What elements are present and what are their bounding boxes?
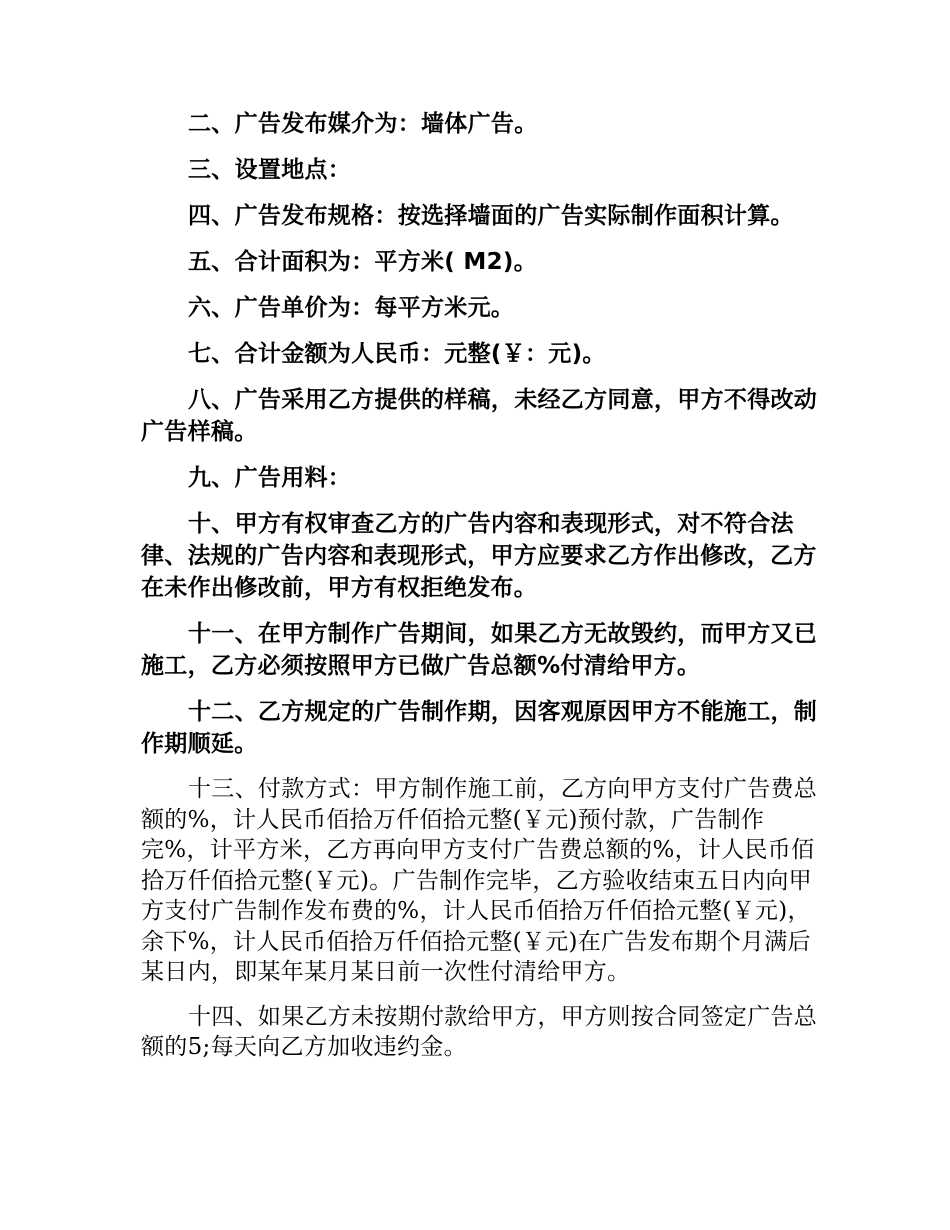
clause-7: 七、合计金额为人民币：元整(￥：元)。 <box>188 341 606 367</box>
clause-10: 十、甲方有权审查乙方的广告内容和表现形式，对不符合法律、法规的广告内容和表现形式，甲方应要求乙方作出修改，乙方在未作出修改前，甲方有权拒绝发布。 <box>141 511 817 601</box>
clause-8: 八、广告采用乙方提供的样稿，未经乙方同意，甲方不得改动广告样稿。 <box>141 387 818 445</box>
document-page <box>141 108 831 1077</box>
clause-13: 十三、付款方式：甲方制作施工前，乙方向甲方支付广告费总额的%，计人民币佰拾万仟佰拾元整(￥元)预付款，广告制作完%，计平方米，乙方再向甲方支付广告费总额的%，计人民币佰拾万仟佰拾元整(￥元)。广告制作完毕，乙方验收结束五日内向甲方支付广告制作发布费的%，计人民币佰拾万仟佰拾元整(￥元)，余下%，计人民币佰拾万仟佰拾元整(￥元)在广告发布期个月满后某日内，即某年某月某日前一次性付清给甲方。 <box>141 776 818 985</box>
clause-2: 二、广告发布媒介为：墙体广告。 <box>188 111 538 137</box>
clause-6: 六、广告单价为：每平方米元。 <box>188 295 515 321</box>
clause-14: 十四、如果乙方未按期付款给甲方，甲方则按合同签定广告总额的5;每天向乙方加收违约金。 <box>141 1003 818 1060</box>
clause-9: 九、广告用料： <box>188 465 352 491</box>
clause-5: 五、合计面积为：平方米( M2)。 <box>188 249 538 275</box>
clause-12: 十二、乙方规定的广告制作期，因客观原因甲方不能施工，制作期顺延。 <box>141 699 818 757</box>
clause-3: 三、设置地点： <box>188 157 352 183</box>
clause-4: 四、广告发布规格：按选择墙面的广告实际制作面积计算。 <box>188 203 794 229</box>
clause-11: 十一、在甲方制作广告期间，如果乙方无故毁约，而甲方又已施工，乙方必须按照甲方已做广告总额%付清给甲方。 <box>141 621 818 679</box>
